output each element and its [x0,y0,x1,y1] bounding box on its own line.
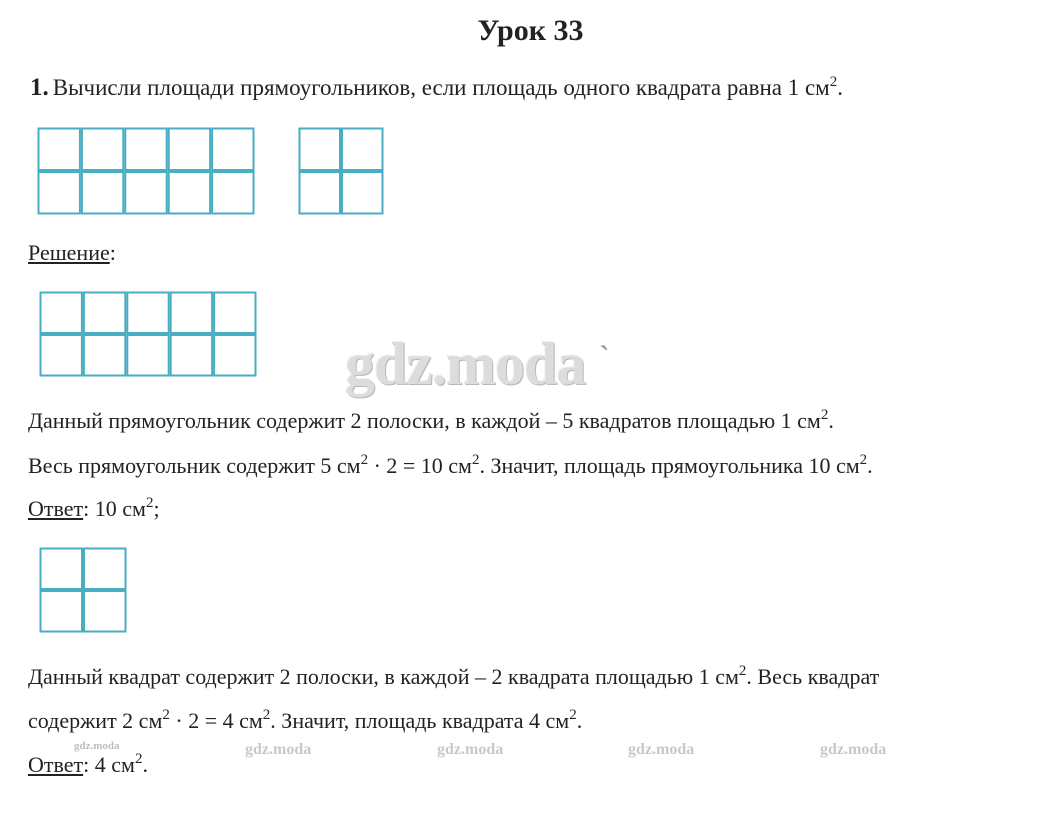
watermark-small-3: gdz.moda [628,741,695,758]
watermark-tick: ` [599,340,609,373]
rect-answer-label: Ответ [28,496,84,521]
grid-cell [41,293,82,334]
square-answer-value: : 4 см [83,752,135,777]
square-line-2-d: . [576,708,583,733]
square-answer [28,752,148,778]
grid-cell [82,129,123,171]
solution-label: Решение [28,240,110,265]
grid-cell [41,549,83,590]
grid-cell [84,549,126,590]
rect-answer-sup: 2 [145,495,154,511]
grid-cell [342,172,383,214]
grid-cell [214,335,255,376]
grid-square-top [297,126,385,216]
rect-line-2-sup3: 2 [859,452,868,468]
rect-answer-end: ; [153,496,160,521]
solution-heading [28,240,116,266]
grid-cell [300,129,341,171]
watermark-tiny: gdz.moda [74,740,120,752]
square-line-1 [28,664,879,690]
grid-cell [39,129,80,171]
grid-cell [84,591,126,632]
watermark-small-1: gdz.moda [245,741,312,758]
rect-line-1 [28,408,834,434]
grid-cell [342,129,383,171]
task-text: Вычисли площади прямоугольников, если площадь одного квадрата равна 1 см [52,75,830,100]
grid-cell [125,172,166,214]
square-line-2-sup1: 2 [162,707,170,723]
rect-line-2-a: Весь прямоугольник содержит 5 см [28,453,361,478]
square-line-1-b: . Весь квадрат [746,664,880,689]
task-end: . [837,75,843,100]
grid-cell [125,129,166,171]
grid-cell [171,293,212,334]
rect-line-2-sup2: 2 [471,452,480,468]
task-sup: 2 [829,74,838,90]
square-line-2-b: · 2 = 4 см [169,708,263,733]
grid-cell [41,591,83,632]
task-statement [30,74,843,102]
grid-cell [171,335,212,376]
watermark-small-4: gdz.moda [820,741,887,758]
square-line-2 [28,708,582,734]
grid-cell [214,293,255,334]
grid-cell [84,335,125,376]
grid-rect-top [36,126,256,216]
square-line-2-a: содержит 2 см [28,708,163,733]
grid-cell [82,172,123,214]
rect-line-2 [28,453,873,479]
rect-line-2-c: . Значит, площадь прямоугольника 10 см [479,453,860,478]
rect-answer [28,496,160,522]
task-number: 1. [30,74,49,101]
square-answer-label: Ответ [28,752,84,777]
grid-cell [127,293,168,334]
grid-cell [84,293,125,334]
solution-colon: : [109,240,116,265]
grid-cell [41,335,82,376]
square-line-2-sup3: 2 [569,707,577,723]
page-title: Урок 33 [477,14,584,47]
grid-cell [212,129,253,171]
watermark-large-text: gdz.moda [345,331,586,397]
rect-line-1-text: Данный прямоугольник содержит 2 полоски, в каждой – 5 квадратов площадью 1 см [28,408,821,433]
square-line-2-sup2: 2 [262,707,271,723]
square-answer-end: . [142,752,148,777]
rect-line-2-b: · 2 = 10 см [368,453,472,478]
grid-rect-solution [38,290,258,378]
watermark-small-2: gdz.moda [437,741,504,758]
rect-answer-value: : 10 см [83,496,146,521]
grid-cell [212,172,253,214]
watermark-large [345,330,608,399]
rect-line-1-end: . [828,408,834,433]
rect-line-1-sup: 2 [820,407,829,423]
grid-cell [169,129,210,171]
rect-line-2-sup1: 2 [360,452,369,468]
square-line-2-c: . Значит, площадь квадрата 4 см [270,708,570,733]
square-line-1-sup: 2 [738,663,747,679]
grid-cell [39,172,80,214]
grid-cell [300,172,341,214]
rect-line-2-d: . [867,453,873,478]
square-answer-sup: 2 [134,751,143,767]
square-line-1-a: Данный квадрат содержит 2 полоски, в каждой – 2 квадрата площадью 1 см [28,664,739,689]
grid-cell [169,172,210,214]
grid-cell [127,335,168,376]
grid-square-solution [38,546,128,634]
